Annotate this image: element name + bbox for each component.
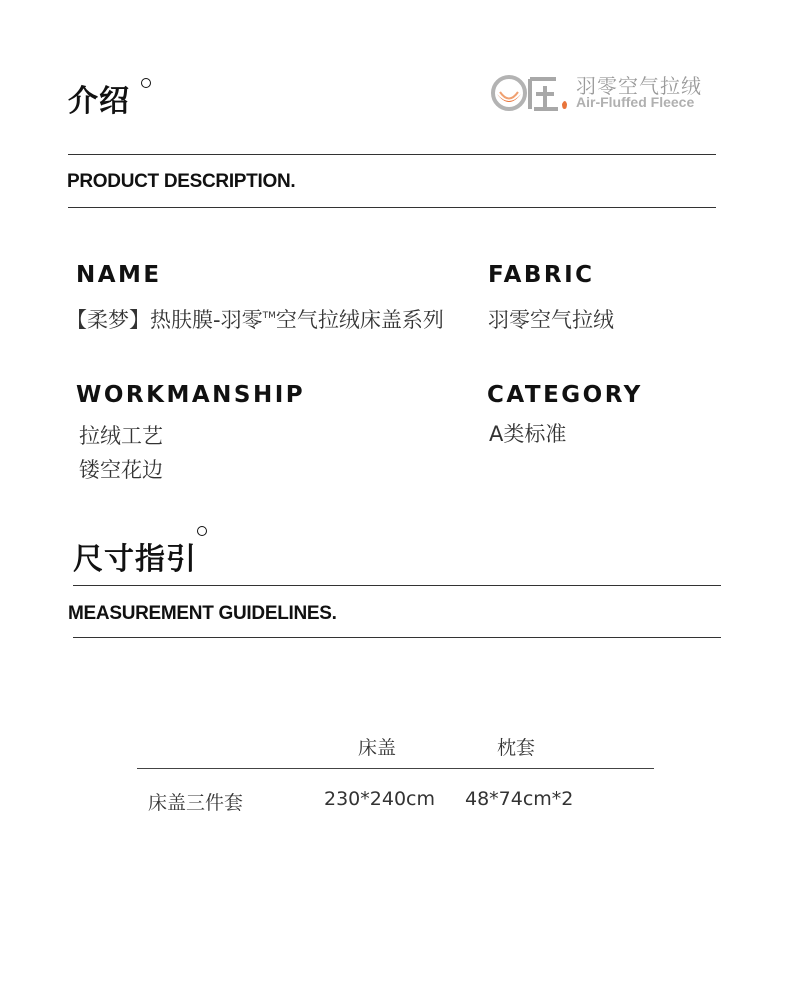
- degree-mark-icon: [141, 78, 151, 88]
- size-title: 尺寸指引: [73, 542, 197, 577]
- name-value: [66, 304, 444, 334]
- table-header-rule: [137, 768, 654, 769]
- divider: [68, 154, 716, 155]
- table-cell: 48*74cm*2: [465, 788, 574, 810]
- degree-mark-icon: [197, 526, 207, 536]
- workmanship-label: WORKMANSHIP: [76, 382, 306, 408]
- category-label: CATEGORY: [487, 382, 643, 408]
- divider: [73, 585, 721, 586]
- intro-title: 介绍: [68, 84, 130, 119]
- fabric-label: FABRIC: [488, 262, 595, 288]
- workmanship-value: 镂空花边: [79, 458, 163, 482]
- size-subtitle: MEASUREMENT GUIDELINES.: [68, 603, 337, 624]
- logo-mark-icon: [490, 74, 570, 112]
- intro-subtitle: PRODUCT DESCRIPTION.: [67, 171, 296, 192]
- divider: [68, 207, 716, 208]
- table-cell: 床盖三件套: [148, 792, 244, 814]
- name-value-part-a: 【柔梦】热肤膜-羽零: [66, 308, 263, 332]
- divider: [73, 637, 721, 638]
- table-cell: 230*240cm: [324, 788, 435, 810]
- fabric-value: 羽零空气拉绒: [488, 308, 614, 332]
- brand-logo: [490, 72, 706, 114]
- name-label: NAME: [76, 262, 162, 288]
- trademark-mark: TM: [262, 311, 276, 321]
- logo-text-en: Air-Fluffed Fleece: [576, 94, 695, 110]
- table-header-cell: 床盖: [358, 737, 397, 759]
- category-value: A类标准: [489, 422, 567, 446]
- workmanship-value: 拉绒工艺: [79, 424, 163, 448]
- name-value-part-b: 空气拉绒床盖系列: [275, 308, 444, 332]
- table-header-cell: 枕套: [497, 737, 536, 759]
- logo-text-cn: 羽零空气拉绒: [576, 74, 702, 98]
